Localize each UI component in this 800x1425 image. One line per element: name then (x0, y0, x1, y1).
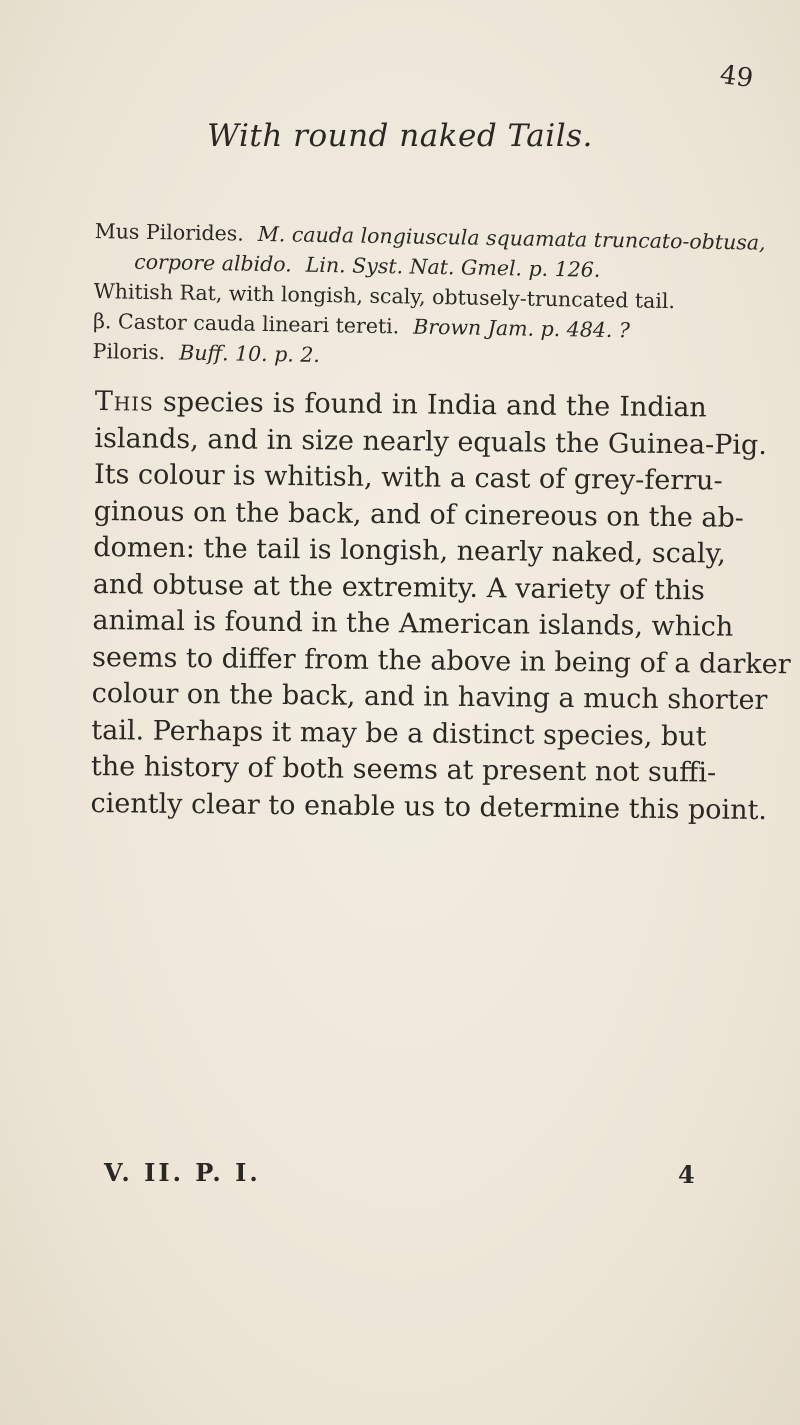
body-paragraph (90, 384, 791, 828)
text-line: This species is found in India and the Indian (94, 385, 707, 424)
signature-mark: V. II. P. I. (104, 1158, 261, 1187)
common-name: Piloris. (92, 338, 166, 365)
text-line: ciently clear to enable us to determine this point. (90, 787, 768, 826)
species-name: Mus Pilorides. (94, 218, 245, 246)
latin-description-cont: corpore albido. (133, 249, 293, 277)
citation: Brown Jam. p. 484. ? (413, 314, 631, 343)
text-line: animal is found in the American islands, which (92, 604, 734, 643)
text-line: ginous on the back, and of cinereous on the ab- (93, 495, 745, 534)
text-line: and obtuse at the extremity. A variety of this (92, 568, 706, 606)
citation: Lin. Syst. Nat. Gmel. p. 126. (305, 252, 601, 282)
text-line: seems to differ from the above in being of a darker (91, 641, 791, 680)
text-line: colour on the back, and in having a much shorter (91, 677, 768, 717)
text-line: domen: the tail is longish, nearly naked, scaly, (93, 531, 726, 570)
drop-word: This (94, 385, 155, 418)
synonymy-block (92, 216, 766, 377)
synonymy-line: Whitish Rat, with longish, scaly, obtusely-truncated tail. (93, 278, 676, 314)
page-number: 49 (718, 59, 756, 95)
citation: Buff. 10. p. 2. (179, 340, 321, 367)
text-line: islands, and in size nearly equals the Guinea-Pig. (94, 422, 768, 461)
text-line: the history of both seems at present not suffi- (90, 750, 717, 789)
text-line: Its colour is whitish, with a cast of grey-ferru- (93, 458, 723, 497)
latin-description: M. cauda longiuscula squamata truncato-obtusa, (257, 221, 766, 255)
running-title: With round naked Tails. (207, 118, 593, 154)
text-line: tail. Perhaps it may be a distinct species, but (91, 714, 707, 752)
variety-name: β. Castor cauda lineari tereti. (92, 308, 400, 339)
catchword: 4 (678, 1160, 695, 1189)
